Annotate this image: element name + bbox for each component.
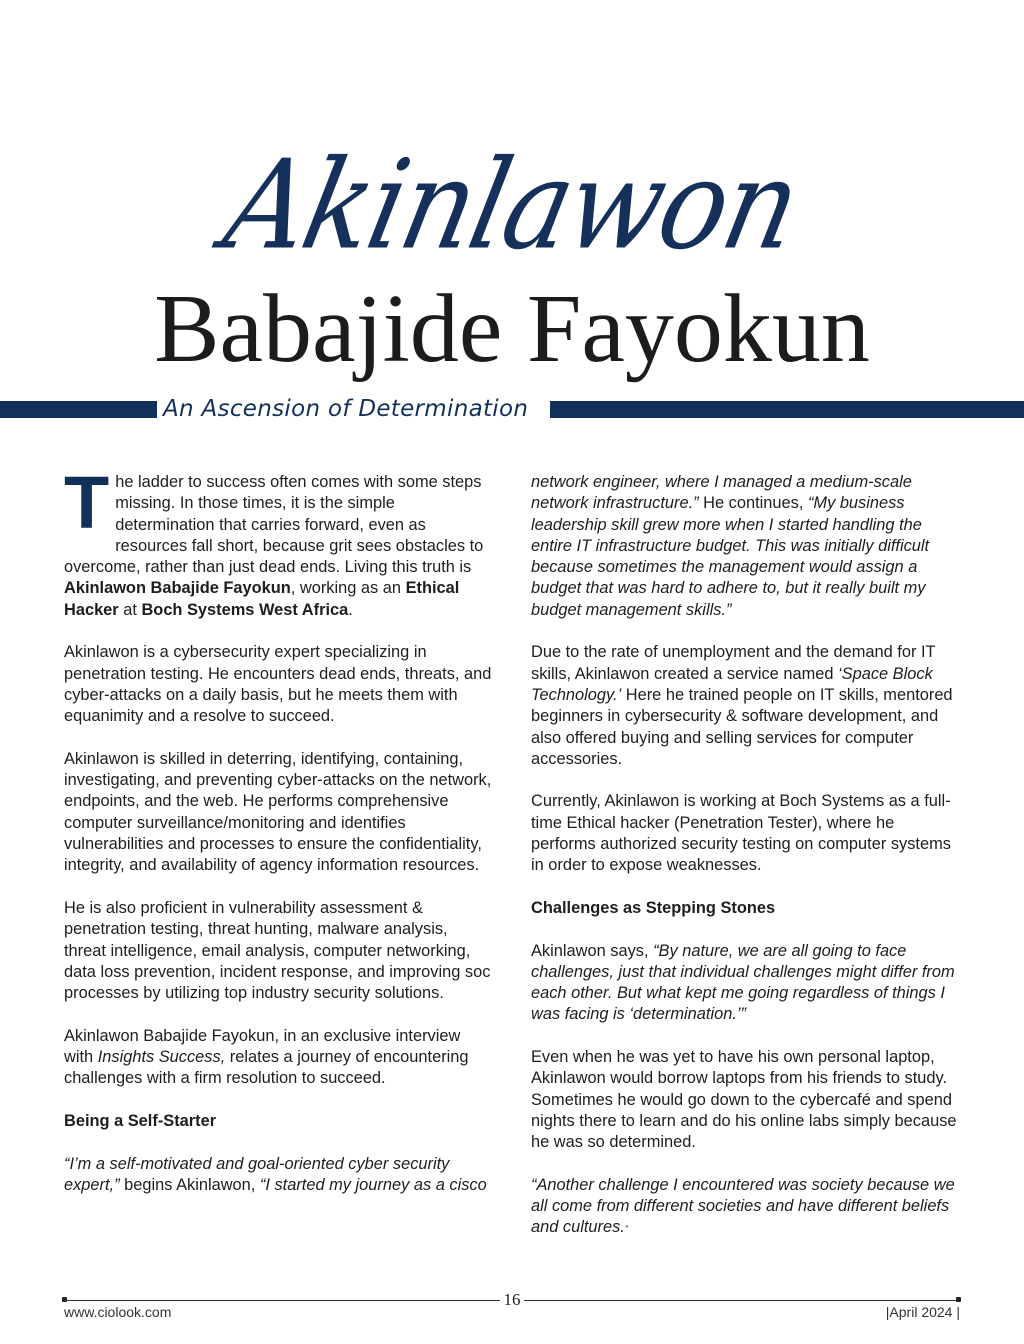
name-script-heading: Akinlawon	[213, 133, 811, 277]
text-run: Here he trained people on IT skills, mentored beginners in cybersecurity & software development, and also offered buying and selling services for computer accessories.	[531, 685, 953, 768]
body-paragraph	[531, 941, 963, 1026]
quote-run: network engineer, where I managed a medium-scale network infrastructure.”	[531, 473, 912, 513]
text-run: he ladder to success often comes with some steps missing. In those times, it is the simple determination that carries forward, even as resources fall short, because grit sees obstacles to overcome, rather than just dead ends. Living this truth is	[64, 473, 484, 577]
quote-run: “By nature, we are all going to face challenges, just that individual challenges might differ from each other. But what kept me going regardless of things I was facing is ‘determination.’”	[531, 941, 955, 1024]
body-paragraph	[531, 642, 963, 770]
quote-run: “My business leadership skill grew more when I started handling the entire IT infrastructure budget. This was initially difficult because sometimes the management would assign a budget that was hard to adhere to, but it really built my budget management skills.”	[531, 494, 930, 619]
body-paragraph: Akinlawon is a cybersecurity expert specializing in penetration testing. He encounters dead ends, threats, and cyber-attacks on a daily basis, but he meets them with equanimity and a resolve to succeed.	[64, 643, 492, 726]
title-bar-left	[0, 401, 153, 418]
footer-rule-right	[524, 1300, 958, 1301]
page-number: 16	[503, 1290, 521, 1309]
text-run: .	[348, 600, 353, 619]
body-paragraph: He is also proficient in vulnerability assessment & penetration testing, threat hunting, malware analysis, threat intelligence, email analysis, computer networking, data loss prevention, incident response, and improving soc processes by utilizing top industry security solutions.	[64, 898, 491, 1003]
body-paragraph	[64, 1026, 494, 1090]
left-column	[64, 461, 494, 1217]
footer-dot-right	[956, 1297, 961, 1302]
body-paragraph	[531, 472, 963, 621]
text-run: Akinlawon says,	[531, 941, 654, 960]
quote-run: “I started my journey as a cisco	[259, 1175, 487, 1194]
body-paragraph: Currently, Akinlawon is working at Boch Systems as a full-time Ethical hacker (Penetration Tester), where he performs authorized security testing on computer systems in order to expose weaknesses.	[531, 792, 951, 875]
section-heading: Being a Self-Starter	[64, 1111, 217, 1130]
title-bar-right	[550, 401, 1024, 418]
title-bar-left-cap	[153, 401, 157, 418]
service-name: ‘Space Block Technology.’	[531, 664, 933, 704]
quote-run: “Another challenge I encountered was society because we all come from different societies and have different beliefs and cultures.	[531, 1175, 955, 1237]
text-run: begins Akinlawon,	[119, 1175, 260, 1194]
body-paragraph: Akinlawon is skilled in deterring, identifying, containing, investigating, and preventing cyber-attacks on the network, endpoints, and the web. He performs comprehensive computer surveillance/monitoring and identifies vulnerabilities and processes to ensure the confidentiality, integrity, and availability of agency information resources.	[64, 749, 492, 875]
issue-date: |April 2024 |	[885, 1304, 960, 1320]
footer-rule-left	[64, 1300, 500, 1301]
body-paragraph	[531, 1175, 963, 1241]
text-run: He continues,	[698, 494, 808, 513]
section-heading: Challenges as Stepping Stones	[531, 898, 776, 917]
closing-quote-mark: ”	[624, 1224, 628, 1235]
article-subtitle: An Ascension of Determination	[163, 396, 529, 422]
job-title: Ethical Hacker	[64, 579, 460, 619]
company-name: Boch Systems West Africa	[141, 600, 349, 619]
person-name: Akinlawon Babajide Fayokun	[64, 579, 291, 598]
quote-run: “I’m a self-motivated and goal-oriented cyber security expert,”	[64, 1154, 450, 1194]
right-column	[531, 472, 963, 1262]
body-paragraph: Even when he was yet to have his own personal laptop, Akinlawon would borrow laptops from his friends to study. Sometimes he would go down to the cybercafé and spend nights there to learn and do his online labs simply because he was so determined.	[531, 1048, 957, 1152]
intro-paragraph	[64, 461, 494, 621]
body-paragraph	[64, 1154, 494, 1197]
text-run: Due to the rate of unemployment and the demand for IT skills, Akinlawon created a service named	[531, 643, 936, 683]
text-run: relates a journey of encountering challenges with a firm resolution to succeed.	[64, 1048, 469, 1088]
text-run: Akinlawon Babajide Fayokun, in an exclusive interview with	[64, 1026, 461, 1067]
publication-name: Insights Success,	[97, 1048, 226, 1067]
text-run: at	[118, 600, 142, 619]
name-main-heading: Babajide Fayokun	[154, 275, 870, 383]
website-link[interactable]: www.ciolook.com	[64, 1304, 172, 1320]
text-run: , working as an	[290, 579, 406, 598]
drop-cap: T	[64, 461, 110, 544]
